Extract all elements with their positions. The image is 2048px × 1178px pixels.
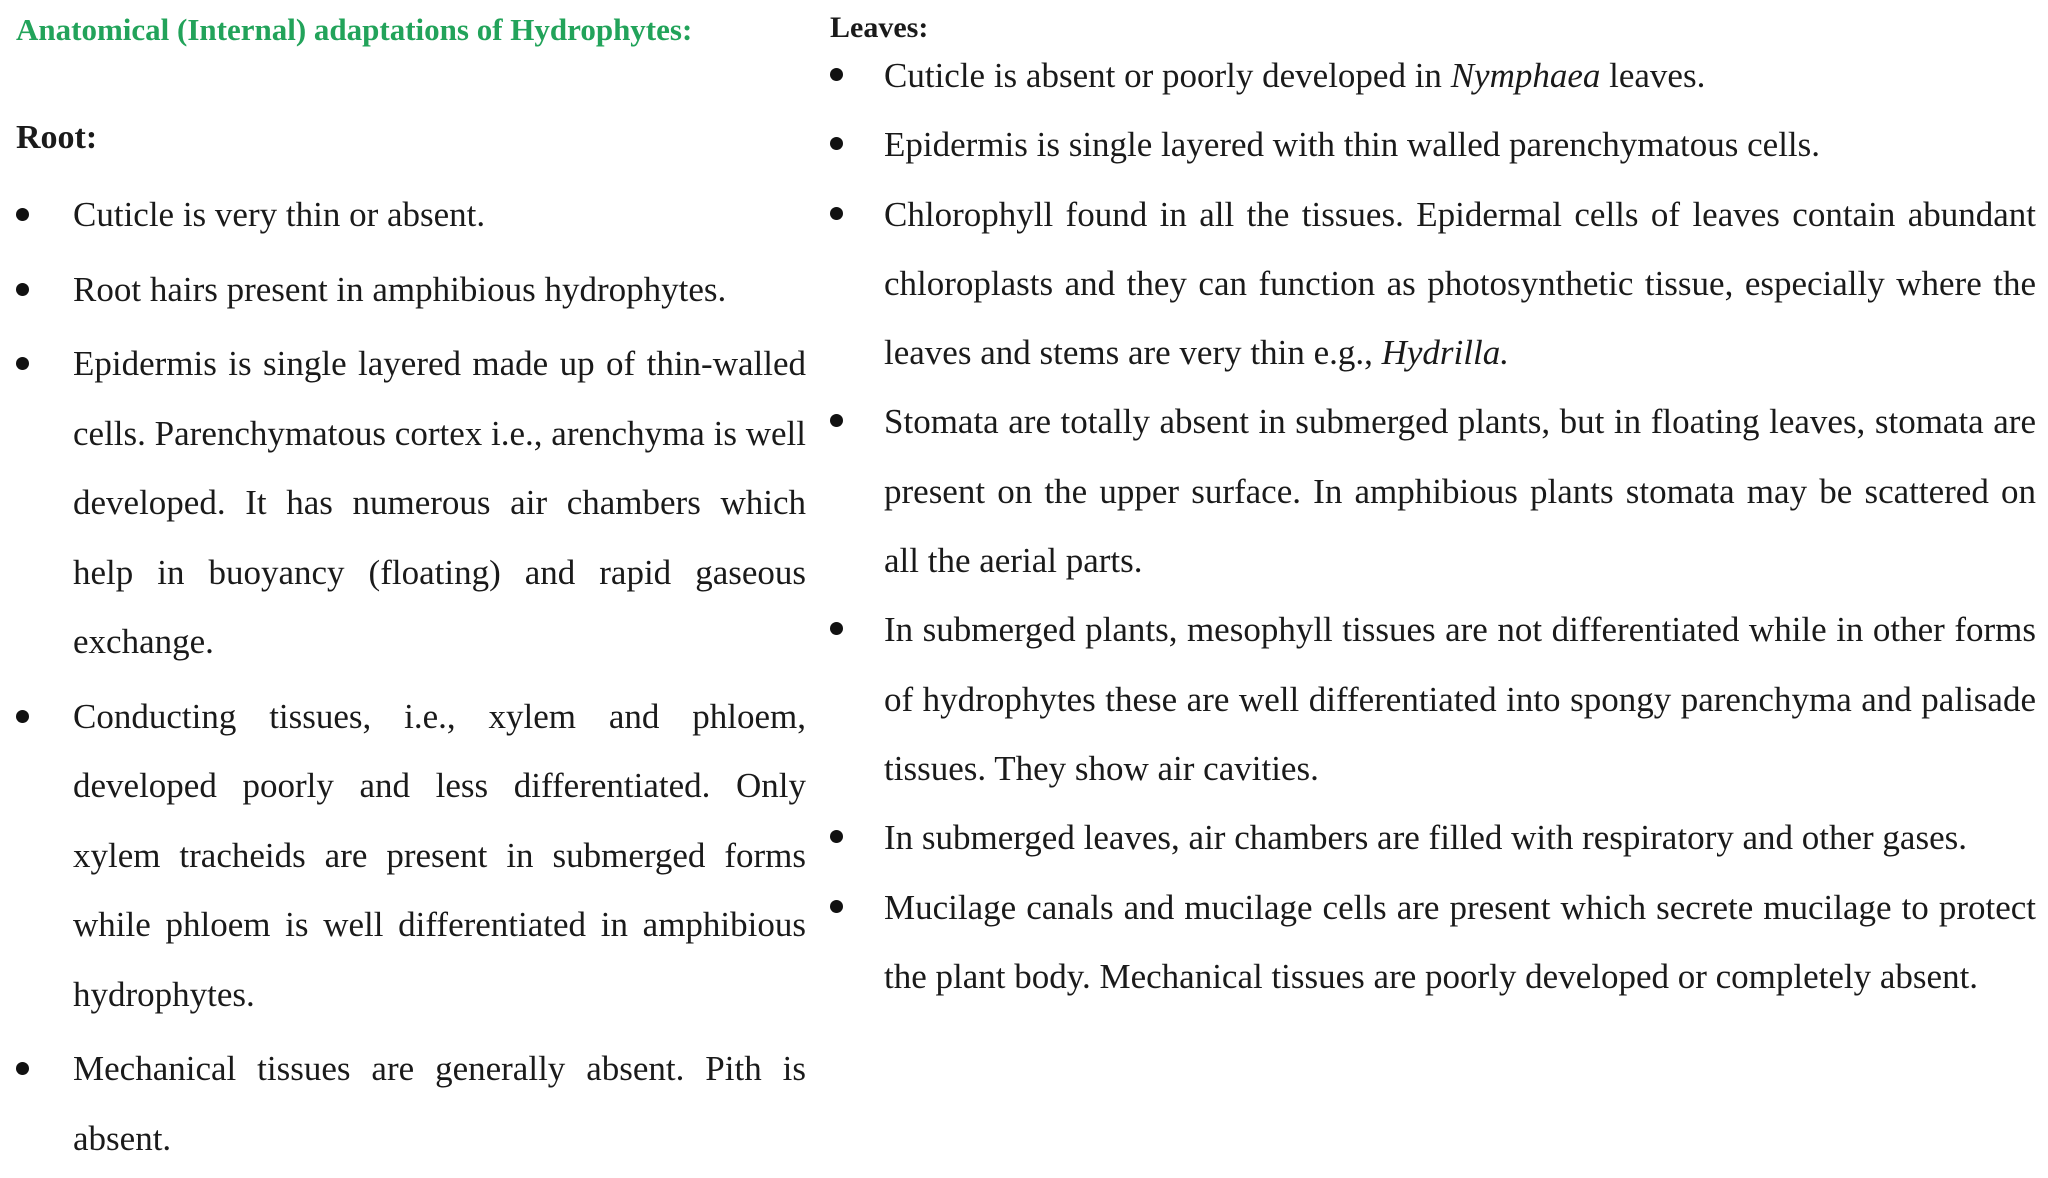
- bullet-icon: [16, 357, 29, 370]
- bullet-icon: [16, 208, 29, 221]
- list-item: [830, 110, 2036, 179]
- bullet-icon: [830, 414, 843, 427]
- list-item: [830, 180, 2036, 388]
- list-item-text: Cuticle is absent or poorly developed in: [884, 56, 1451, 95]
- species-name: Hydrilla.: [1381, 333, 1509, 373]
- list-item: [16, 255, 806, 325]
- list-item: [830, 803, 2036, 872]
- right-column: [830, 12, 2036, 1011]
- list-item-text-end: leaves.: [1600, 56, 1706, 95]
- list-item: [830, 387, 2036, 595]
- list-item-text: Chlorophyll found in all the tissues. Epidermal cells of leaves contain abundant chloroplasts and they can function as photosynthetic tissue, especially where the leaves and stems are very thin e.g.,: [884, 194, 2036, 373]
- list-item-text: Conducting tissues, i.e., xylem and phloem, developed poorly and less differentiated. Only xylem tracheids are present in submerged forms while phloem is well differentiated in amphibious hydrophytes.: [73, 696, 806, 1014]
- list-item: [830, 41, 2036, 110]
- bullet-icon: [830, 900, 843, 913]
- list-item-text: Mucilage canals and mucilage cells are present which secrete mucilage to protect the plant body. Mechanical tissues are poorly developed or completely absent.: [884, 887, 2036, 996]
- list-item-text: Epidermis is single layered made up of thin-walled cells. Parenchymatous cortex i.e., arenchyma is well developed. It has numerous air chambers which help in buoyancy (floating) and rapid gaseous exchange.: [73, 344, 806, 661]
- document-title: Anatomical (Internal) adaptations of Hydrophytes:: [16, 12, 693, 47]
- list-item-text: Mechanical tissues are generally absent. Pith is absent.: [73, 1049, 806, 1158]
- bullet-icon: [830, 68, 843, 81]
- list-item: [16, 682, 806, 1030]
- bullet-icon: [16, 1062, 29, 1075]
- list-item: [16, 1034, 806, 1173]
- list-item-text: In submerged plants, mesophyll tissues are not differentiated while in other forms of hydrophytes these are well differentiated into spongy parenchyma and palisade tissues. They show air cavities.: [884, 610, 2036, 788]
- list-item-text: Stomata are totally absent in submerged plants, but in floating leaves, stomata are present on the upper surface. In amphibious plants stomata may be scattered on all the aerial parts.: [884, 402, 2036, 581]
- root-bullet-list: [16, 180, 806, 1173]
- list-item-text: In submerged leaves, air chambers are filled with respiratory and other gases.: [884, 818, 1967, 858]
- bullet-icon: [16, 283, 29, 296]
- list-item-text: Cuticle is very thin or absent.: [73, 195, 486, 234]
- bullet-icon: [830, 622, 843, 635]
- bullet-icon: [16, 710, 29, 723]
- list-item-text: Epidermis is single layered with thin walled parenchymatous cells.: [884, 125, 1821, 165]
- root-heading: Root:: [16, 119, 98, 156]
- species-name: Nymphaea: [1450, 56, 1601, 95]
- list-item: [16, 329, 806, 677]
- list-item-text: Root hairs present in amphibious hydrophytes.: [73, 269, 727, 309]
- list-item: [830, 873, 2036, 1012]
- bullet-icon: [830, 137, 843, 150]
- left-column: [16, 12, 806, 1178]
- leaves-heading: Leaves:: [830, 11, 929, 44]
- bullet-icon: [830, 207, 843, 220]
- list-item: [830, 595, 2036, 803]
- bullet-icon: [830, 830, 843, 843]
- list-item: [16, 180, 806, 250]
- leaves-bullet-list: [830, 41, 2036, 1011]
